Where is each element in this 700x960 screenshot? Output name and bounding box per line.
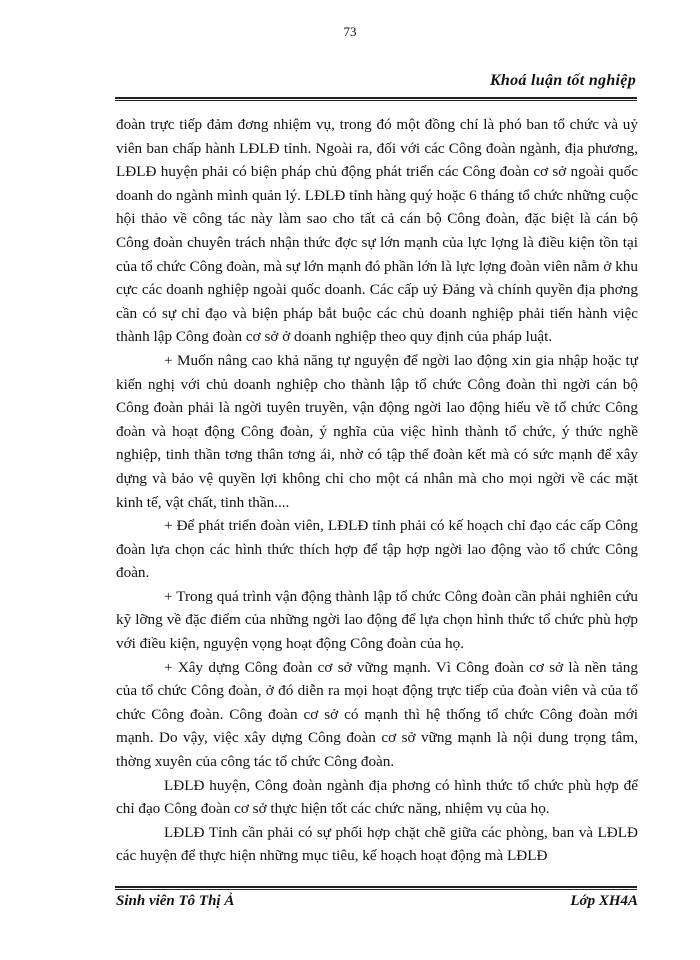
- paragraph: LĐLĐ Tỉnh cần phải có sự phối hợp chặt chẽ giữa các phòng, ban và LĐLĐ các huyện để thực hiện những mục tiêu, kế hoạch hoạt động mà LĐLĐ: [116, 823, 638, 865]
- paragraph: LĐLĐ huyện, Công đoàn ngành địa phơng có hình thức tổ chức phù hợp để chỉ đạo Công đoàn cơ sở thực hiện tốt các chức năng, nhiệm vụ của họ.: [116, 776, 638, 818]
- document-header-title: Khoá luận tốt nghiệp: [489, 72, 636, 89]
- paragraph: + Để phát triển đoàn viên, LĐLĐ tỉnh phải có kế hoạch chỉ đạo các cấp Công đoàn lựa chọn các hình thức thích hợp để tập hợp ngời lao động vào tổ chức Công đoàn.: [116, 517, 638, 582]
- paragraph: + Trong quá trình vận động thành lập tổ chức Công đoàn cần phải nghiên cứu kỹ lỡng về đặc điểm của những ngời lao động để lựa chọn hình thức tổ chức phù hợp với điều kiện, nguyện vọng hoạt động Công đoàn của họ.: [116, 587, 638, 653]
- footer-divider: [115, 886, 637, 890]
- footer-student-name: Sinh viên Tô Thị Ả: [116, 893, 235, 909]
- header-divider: [115, 97, 637, 101]
- paragraph: + Muốn nâng cao khả năng tự nguyện để ngời lao động xin gia nhập hoặc tự kiến nghị với chủ doanh nghiệp cho thành lập tổ chức Công đoàn thì ngời cán bộ Công đoàn phải là ngời tuyên truyền, vận động ngời lao động hiểu về tổ chức Công đoàn và hoạt động Công đoàn, ý nghĩa của việc hình thành tổ chức, ý thức nghề nghiệp, tinh thần tơng thân tơng ái, nhờ có tập thể đoàn kết mà có sức mạnh để xây dựng và bảo vệ quyền lợi không chỉ cho một cá nhân mà cho mọi ngời về các mặt kinh tế, vật chất, tinh thần....: [116, 351, 638, 511]
- footer-class: Lớp XH4A: [570, 893, 638, 909]
- page-number: 73: [343, 24, 357, 39]
- paragraph: đoàn trực tiếp đảm đơng nhiệm vụ, trong đó một đồng chí là phó ban tổ chức và uỷ viên ban chấp hành LĐLĐ tỉnh. Ngoài ra, đối với các Công đoàn ngành, địa phương, LĐLĐ huyện phải có biện pháp chủ động phát triển các Công đoàn cơ sở ngoài quốc doanh do ngành mình quản lý. LĐLĐ tỉnh hàng quý hoặc 6 tháng tổ chức những cuộc hội thảo về công tác này làm sao cho tất cả cán bộ Công đoàn, đặc biệt là cán bộ Công đoàn chuyên trách nhận thức đợc sự lớn mạnh của lực lợng là điều kiện tồn tại của tổ chức Công đoàn, mà sự lớn mạnh đó phần lớn là lực lợng đoàn viên nằm ở khu cực các doanh nghiệp ngoài quốc doanh. Các cấp uỷ Đảng và chính quyền địa phơng cần có sự chỉ đạo và biện pháp bắt buộc các chủ doanh nghiệp phải tiến hành việc thành lập Công đoàn cơ sở ở doanh nghiệp theo quy định của pháp luật.: [116, 116, 638, 346]
- paragraph: + Xây dựng Công đoàn cơ sở vững mạnh. Vì Công đoàn cơ sở là nền tảng của tổ chức Công đoàn, ở đó diễn ra mọi hoạt động trực tiếp của đoàn viên và của tổ chức Công đoàn. Công đoàn cơ sở có mạnh thì hệ thống tổ chức Công đoàn mới mạnh. Do vậy, việc xây dựng Công đoàn cơ sở vững mạnh là nội dung trọng tâm, thờng xuyên của công tác tổ chức Công đoàn.: [116, 658, 638, 771]
- body-text: [116, 113, 638, 868]
